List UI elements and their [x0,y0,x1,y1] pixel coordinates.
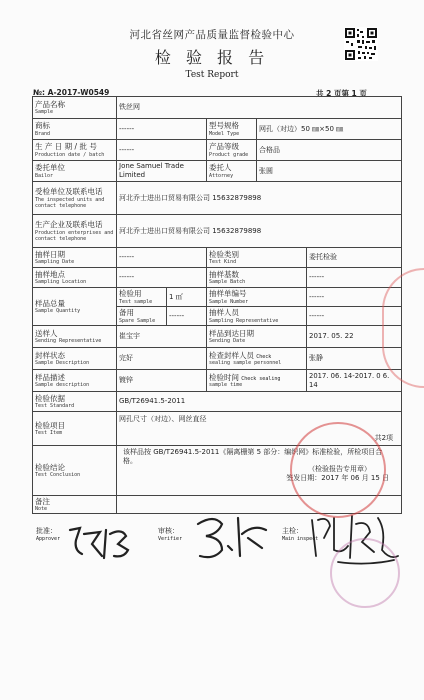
test-standard-label: 检验依据 Test Standard [33,392,117,412]
row-product-name [33,97,402,119]
test-item-label: 检验项目 Test Item [33,412,117,446]
test-sample-value: 1 ㎡ [167,288,207,307]
sampling-location-label: 抽样地点 Sampling Location [33,268,117,288]
grade-value: 合格品 [257,140,402,161]
row-seal-status [33,348,402,370]
row-sampling-location [33,268,402,288]
row-sampling-date [33,248,402,268]
conclusion-seal-text: （检验报告专用章） [308,465,372,474]
conclusion-label: 检验结论 Test Conclusion [33,446,117,496]
main-inspector-label: 主检： [282,527,303,535]
qr-code-icon [344,27,378,61]
bailor-label: 委托单位 Bailor [33,161,117,182]
check-time-label: 检验时间 Check sealing sample time [207,370,307,392]
production-enterprise-value: 河北乔士进出口贸易有限公司 15632879898 [117,215,402,248]
spare-sample-label: 备用 Spare Sample [117,307,167,326]
sample-batch-label: 抽样基数 Sample Batch [207,268,307,288]
row-bailor [33,161,402,182]
production-date-label: 生 产 日 期 / 批 号 Production date / batch [33,140,117,161]
test-standard-value: GB/T26941.5-2011 [117,392,402,412]
test-item-value: 网孔尺寸（对边）、网丝直径 [119,415,207,423]
attorney-label: 委托人 Attorney [207,161,257,182]
sampling-rep-label: 抽样人员 Sampling Representative [207,307,307,326]
sending-rep-value: 崔宝宇 [117,326,207,348]
issuing-organization: 河北省丝网产品质量监督检验中心 [129,29,295,41]
conclusion-value: 该样品按 GB/T26941.5-2011《隔离栅第 5 部分：编织网》标准检验，所检项目合格。 [123,448,383,465]
note-label: 备注 Note [33,496,117,514]
report-number: №: A-2017-W0549 [33,88,110,97]
brand-label: 商标 Brand [33,119,117,140]
test-sample-label: 检验用 Test sample [117,288,167,307]
conclusion-issue-date: 签发日期：2017 年 06 月 15 日 [286,473,390,482]
grade-label: 产品等级 Product grade [207,140,257,161]
sample-number-label: 抽样单编号 Sample Number [207,288,307,307]
test-item-count: 共2项 [374,434,394,443]
model-label: 型号规格 Model Type [207,119,257,140]
sampling-date-label: 抽样日期 Sampling Date [33,248,117,268]
sample-number-value: ------ [307,288,402,307]
row-production-date [33,140,402,161]
test-kind-label: 检验类别 Test Kind [207,248,307,268]
sample-quantity-label: 样品总量 Sample Quantity [33,288,117,326]
report-title-en: Test Report [185,70,239,80]
approver-label-en: Approver [36,536,61,542]
sample-description-label: 封样状态 Sample Description [33,348,117,370]
verifier-label: 审核： [158,527,179,535]
sample-desc2-label: 样品描述 Sample description [33,370,117,392]
product-name-value: 铁丝网 [117,97,402,119]
approver-label: 批准： [36,527,57,535]
report-title: 检 验 报 告 [154,48,270,67]
sending-rep-label: 送样人 Sending Representative [33,326,117,348]
product-name-label: 产品名称 Sample [33,97,117,119]
approver-signature [66,520,136,564]
sending-date-label: 样品到达日期 Sending Date [207,326,307,348]
verifier-label-en: Verifier [158,536,183,542]
attorney-value: 张圆 [257,161,402,182]
sample-batch-value: ------ [307,268,402,288]
brand-value: ------ [117,119,207,140]
verifier-signature [192,512,272,564]
row-brand [33,119,402,140]
sampling-date-value: ------ [117,248,207,268]
sampling-rep-value: ------ [307,307,402,326]
sealing-personnel-value: 张静 [307,348,402,370]
sample-description-value: 完好 [117,348,207,370]
check-time-value: 2017. 06. 14-2017. 0 6. 14 [307,370,402,392]
row-sending [33,326,402,348]
sending-date-value: 2017. 05. 22 [307,326,402,348]
sealing-personnel-label: 检查封样人员 Check sealing sample personnel [207,348,307,370]
bailor-value: Jone Samuel Trade Limited [117,161,207,182]
test-kind-value: 委托检验 [307,248,402,268]
main-inspector-label-en: Main inspect [282,536,319,542]
sample-desc2-value: 镀锌 [117,370,207,392]
row-sample-quantity-test [33,288,402,307]
production-enterprise-label: 生产企业及联系电话 Production enterprises and contact telephone [33,215,117,248]
model-value: 网孔（对边）50 ㎜×50 ㎜ [257,119,402,140]
inspected-unit-value: 河北乔士进出口贸易有限公司 15632879898 [117,182,402,215]
row-production-enterprise [33,215,402,248]
row-sample-desc [33,370,402,392]
signature-seal-stamp [330,538,400,608]
page-info: 共 2 页第 1 页 [316,89,367,98]
sampling-location-value: ------ [117,268,207,288]
spare-sample-value: ------ [167,307,207,326]
inspected-unit-label: 受检单位及联系电话 The inspected units and contact telephone [33,182,117,215]
row-test-standard [33,392,402,412]
row-inspected-unit [33,182,402,215]
production-date-value: ------ [117,140,207,161]
inspection-seal-stamp [290,422,386,518]
